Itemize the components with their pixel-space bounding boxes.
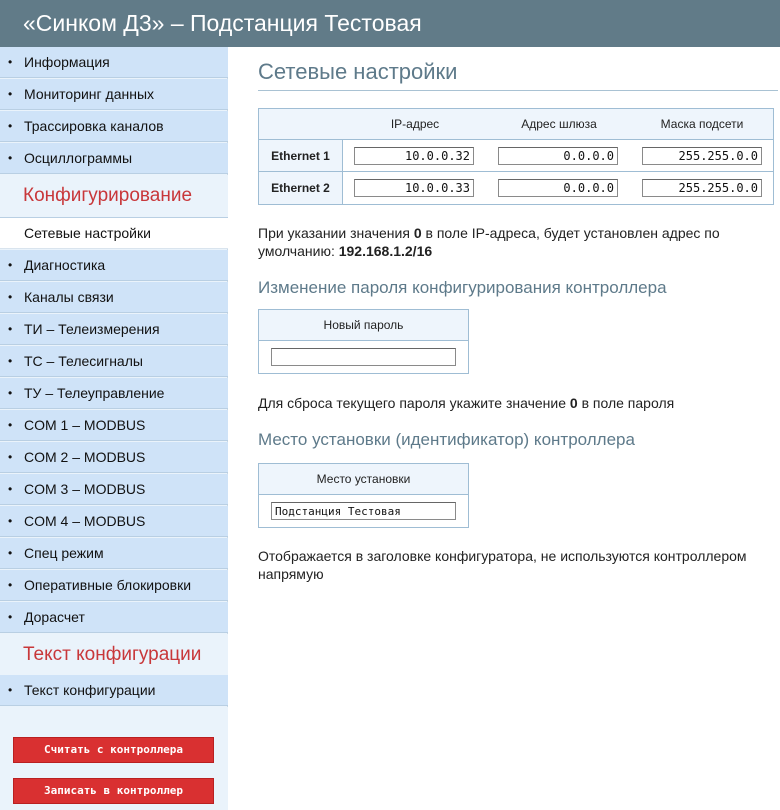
bullet-icon: • — [8, 322, 13, 336]
bullet-icon: • — [8, 514, 13, 528]
bullet-icon: • — [8, 290, 13, 304]
bullet-icon: • — [8, 119, 13, 133]
sidebar-actions — [0, 707, 228, 810]
sidebar-item-label: Трассировка каналов — [24, 118, 164, 134]
sidebar-item-label: Сетевые настройки — [24, 225, 151, 241]
sidebar-section-config: Конфигурирование — [0, 175, 228, 218]
sidebar-item-ti[interactable] — [0, 314, 228, 345]
network-table — [258, 108, 774, 205]
sidebar-item-label: Диагностика — [24, 257, 106, 273]
sidebar-item-label: COM 3 – MODBUS — [24, 481, 146, 497]
sidebar-item-config-text[interactable] — [0, 675, 228, 706]
bullet-icon: • — [8, 683, 13, 697]
ethernet-1-gateway-input[interactable] — [498, 147, 618, 165]
sidebar-item-label: COM 4 – MODBUS — [24, 513, 146, 529]
ethernet-2-mask-input[interactable] — [642, 179, 762, 197]
sidebar-item-tracing[interactable] — [0, 111, 228, 142]
sidebar-item-oscillograms[interactable] — [0, 143, 228, 174]
bullet-icon: • — [8, 55, 13, 69]
page-title: Сетевые настройки — [258, 59, 778, 91]
location-input[interactable] — [271, 502, 456, 520]
sidebar-item-network-settings[interactable] — [0, 218, 228, 249]
password-column-header: Новый пароль — [259, 310, 468, 341]
sidebar-section-config-text: Текст конфигурации — [0, 634, 228, 677]
ethernet-2-gateway-input[interactable] — [498, 179, 618, 197]
table-row — [259, 172, 773, 204]
sidebar-item-com1[interactable] — [0, 410, 228, 441]
bullet-icon: • — [8, 87, 13, 101]
row-label-ethernet-2: Ethernet 2 — [259, 172, 343, 204]
bullet-icon: • — [8, 151, 13, 165]
bullet-icon: • — [8, 610, 13, 624]
bullet-icon: • — [8, 418, 13, 432]
sidebar-item-monitoring[interactable] — [0, 79, 228, 110]
app-header — [0, 0, 780, 47]
row-label-ethernet-1: Ethernet 1 — [259, 140, 343, 171]
password-box — [258, 309, 469, 374]
bullet-icon: • — [8, 482, 13, 496]
bullet-icon: • — [8, 258, 13, 272]
password-note: Для сброса текущего пароля укажите значение 0 в поле пароля — [258, 395, 675, 411]
sidebar-item-label: Спец режим — [24, 545, 104, 561]
password-section-title: Изменение пароля конфигурирования контроллера — [258, 278, 667, 297]
ethernet-1-mask-input[interactable] — [642, 147, 762, 165]
sidebar-item-label: ТИ – Телеизмерения — [24, 321, 160, 337]
sidebar-item-label: Каналы связи — [24, 289, 114, 305]
sidebar-item-label: Оперативные блокировки — [24, 577, 192, 593]
sidebar-item-label: Текст конфигурации — [24, 682, 156, 698]
table-row — [259, 140, 773, 172]
sidebar-item-com4[interactable] — [0, 506, 228, 537]
sidebar-item-calculation[interactable] — [0, 602, 228, 633]
bullet-icon: • — [8, 546, 13, 560]
bullet-icon: • — [8, 386, 13, 400]
sidebar-item-label: ТУ – Телеуправление — [24, 385, 165, 401]
column-header-ip: IP-адрес — [390, 117, 440, 131]
network-table-header — [259, 109, 773, 140]
sidebar-item-info[interactable] — [0, 47, 228, 78]
bullet-icon: • — [8, 450, 13, 464]
sidebar-item-label: COM 2 – MODBUS — [24, 449, 146, 465]
sidebar — [0, 47, 228, 810]
sidebar-item-special-mode[interactable] — [0, 538, 228, 569]
sidebar-item-comm-channels[interactable] — [0, 282, 228, 313]
new-password-input[interactable] — [271, 348, 456, 366]
ethernet-2-ip-input[interactable] — [354, 179, 474, 197]
sidebar-item-label: Мониторинг данных — [24, 86, 155, 102]
location-section-title: Место установки (идентификатор) контроллера — [258, 430, 635, 449]
sidebar-item-diagnostics[interactable] — [0, 250, 228, 281]
sidebar-item-label: COM 1 – MODBUS — [24, 417, 146, 433]
sidebar-item-label: ТС – Телесигналы — [24, 353, 143, 369]
ip-default-note: При указании значения 0 в поле IP-адреса, будет установлен адрес по умолчанию: 192.168.1.2/16 — [258, 225, 720, 259]
bullet-icon: • — [8, 354, 13, 368]
column-header-gateway: Адрес шлюза — [521, 117, 597, 131]
location-column-header: Место установки — [259, 464, 468, 495]
sidebar-item-tu[interactable] — [0, 378, 228, 409]
sidebar-item-com3[interactable] — [0, 474, 228, 505]
sidebar-item-com2[interactable] — [0, 442, 228, 473]
main-content — [228, 47, 780, 810]
location-note: Отображается в заголовке конфигуратора, не используются контроллером напрямую — [258, 548, 747, 582]
bullet-icon: • — [8, 578, 13, 592]
sidebar-item-label: Дорасчет — [24, 609, 85, 625]
ethernet-1-ip-input[interactable] — [354, 147, 474, 165]
sidebar-item-label: Осциллограммы — [24, 150, 133, 166]
sidebar-item-ts[interactable] — [0, 346, 228, 377]
sidebar-item-interlocks[interactable] — [0, 570, 228, 601]
read-from-controller-button[interactable]: Считать с контроллера — [13, 737, 214, 763]
write-to-controller-button[interactable]: Записать в контроллер — [13, 778, 214, 804]
sidebar-item-label: Информация — [24, 54, 110, 70]
app-title: «Синком Д3» – Подстанция Тестовая — [23, 10, 422, 36]
column-header-mask: Маска подсети — [660, 117, 744, 131]
location-box — [258, 463, 469, 528]
